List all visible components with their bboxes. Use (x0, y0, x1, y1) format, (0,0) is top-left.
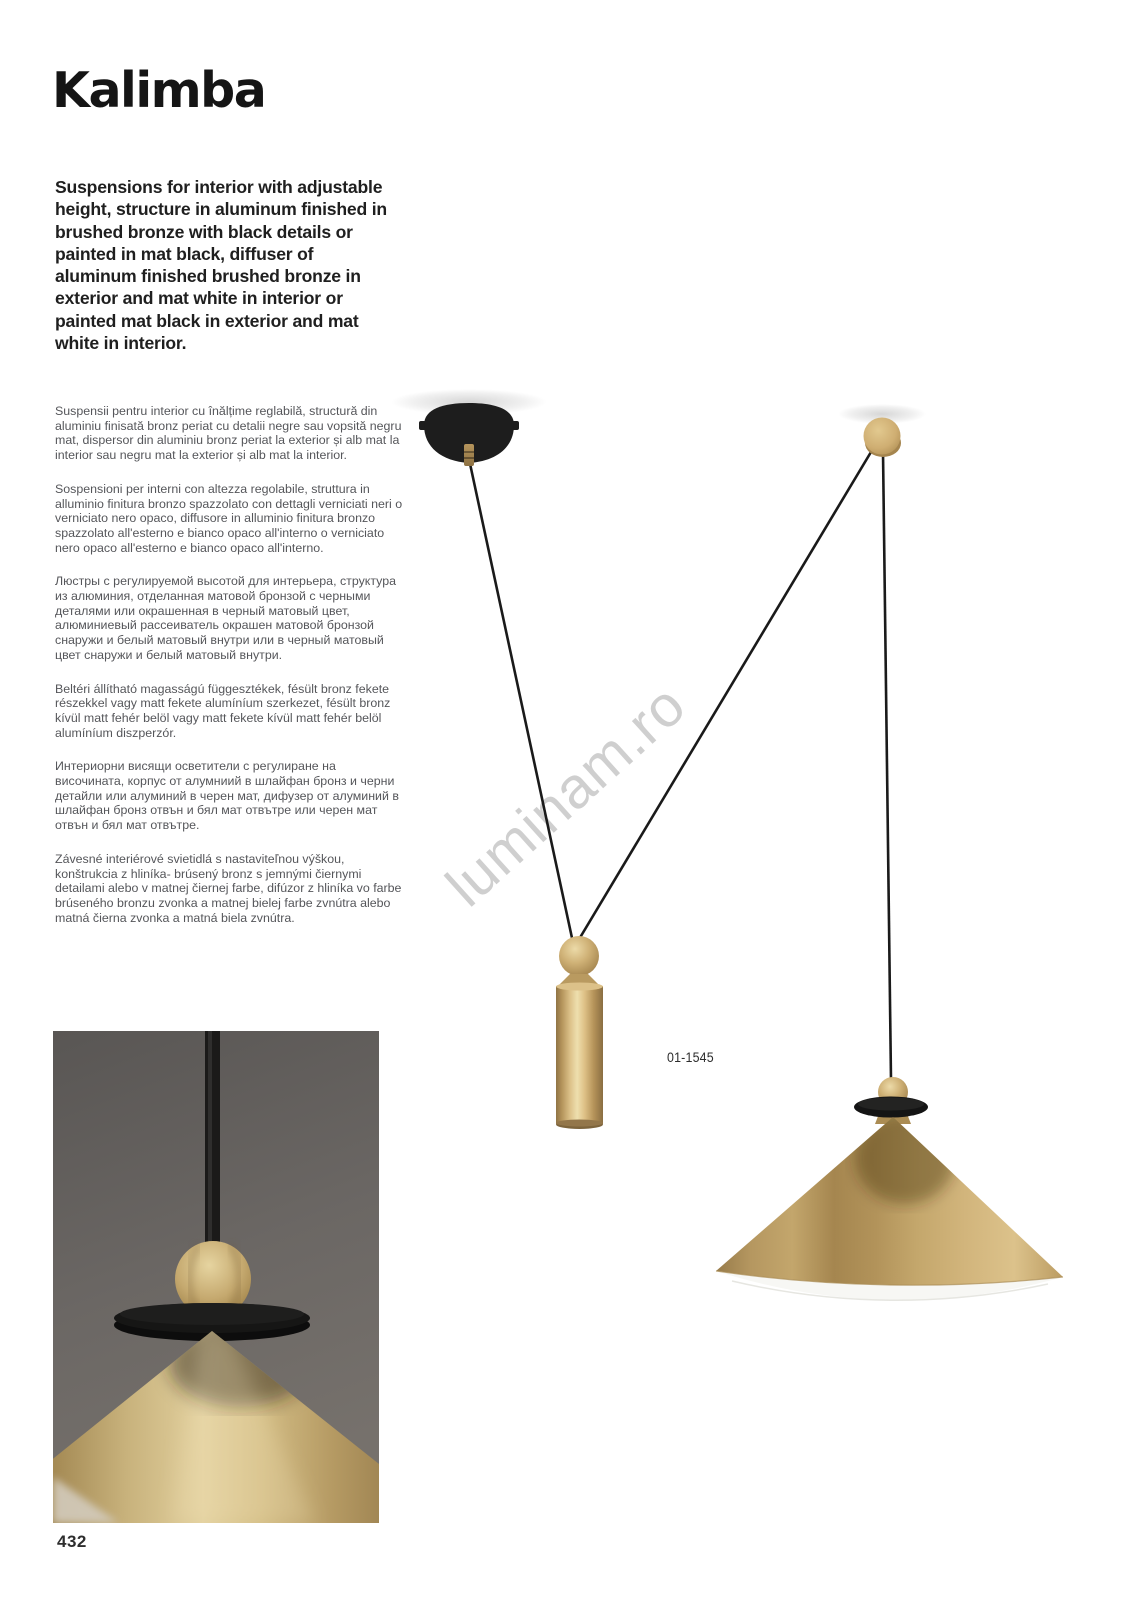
canopy-brass-grip (464, 444, 474, 466)
description-italian: Sospensioni per interni con altezza regolabile, struttura in alluminio finitura bronzo spazzolato con dettagli verniciati neri o verniciato nero opaco, diffusore in alluminio finitura bronzo spazzolato all'esterno e bianco opaco all'interno o verniciato nero opaco all'esterno e bianco opaco all'interno. (55, 481, 403, 555)
counterweight (556, 936, 603, 1129)
cable-counterweight-to-pulley (578, 452, 871, 941)
ceiling-canopy (419, 403, 519, 466)
counterweight-ball (559, 936, 599, 976)
description-slovak: Závesné interiérové svietidlá s nastaviteľnou výškou, konštrukcia z hliníka- brúsený bronz s jemnými čiernymi detailami alebo v matnej čiernej farbe, difúzor z hliníka vo farbe brúseného bronzu zvonka a matnej bielej farbe zvnútra alebo matná čierna zvonka a matná biela zvnútra. (55, 851, 402, 925)
product-code: 01-1545 (667, 1050, 714, 1065)
product-photo-detail (53, 1031, 379, 1523)
detail-rod (205, 1031, 220, 1251)
description-romanian: Suspensii pentru interior cu înălțime reglabilă, structură din aluminiu finisată bronz periat cu detalii negre sau vopsită negru mat, dispersor din aluminiu bronz periat la exterior și alb mat la interior sau negru mat la exterior și alb mat la interior. (55, 404, 402, 463)
counterweight-cylinder (556, 986, 603, 1124)
pendant-shade (716, 1077, 1063, 1300)
suspension-cables (469, 452, 891, 1080)
pulley-disc (864, 418, 902, 458)
description-bulgarian: Интериорни висящи осветители с регулиране на височината, корпус от алумниий в шлайфан бронз и черни детайли или алуминий в черен мат, дифузер от алуминий в шлайфан бронз отвън и бял мат отвътре или черен мат отвън и бял мат отвътре. (55, 759, 399, 833)
description-english: Suspensions for interior with adjustable height, structure in aluminum finished in brushed bronze with black details or painted in mat black, diffuser of aluminum finished brushed bronze in exterior and mat white in interior or painted mat black in exterior and mat white in interior. (55, 177, 387, 354)
page-title: Kalimba (52, 62, 266, 119)
page-number: 432 (57, 1532, 87, 1551)
description-russian: Люстры с регулируемой высотой для интерьера, структура из алюминия, отделанная матовой бронзой с черными деталями или окрашенная в черный матовый цвет, алюминиевый рассеиватель окрашен матовой бронзой снаружи и белый матовый внутри или в черный матовый цвет снаружи и белый матовый внутри. (55, 574, 396, 662)
description-hungarian: Beltéri állítható magasságú függesztékek, fésült bronz fekete részekkel vagy matt fekete alumíníum szerkezet, fésült bronz kívül matt fehér belöl vagy matt fekete kívül matt fehér belöl alumíníum diszperzór. (55, 681, 391, 740)
watermark: luminam.ro (433, 672, 699, 919)
cable-canopy-to-counterweight (469, 459, 572, 938)
cable-pulley-to-shade (883, 452, 891, 1080)
